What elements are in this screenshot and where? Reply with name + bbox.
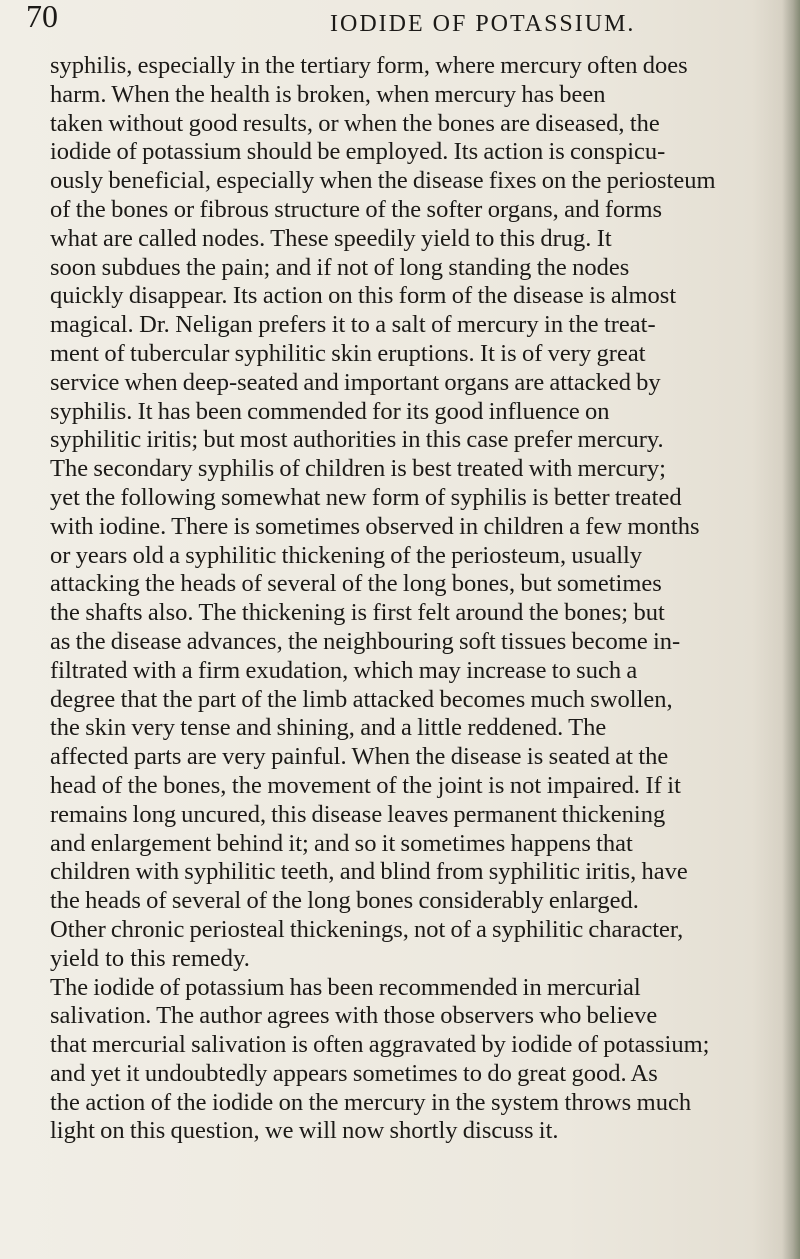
text-line: light on this question, we will now shortly discuss it. [50,1117,559,1145]
text-line: iodide of potassium should be employed. Its action is conspicu- [50,138,666,166]
text-line: syphilitic iritis; but most authorities in this case prefer mercury. [50,426,664,454]
text-line: with iodine. There is sometimes observed in children a few months [50,512,700,540]
text-line: The secondary syphilis of children is best treated with mercury; [50,455,666,483]
text-line: filtrated with a firm exudation, which may increase to such a [50,656,638,684]
text-line: the action of the iodide on the mercury in the system throws much [50,1088,692,1116]
text-line: children with syphilitic teeth, and blind from syphilitic iritis, have [50,858,688,886]
text-line: that mercurial salivation is often aggravated by iodide of potassium; [50,1031,710,1059]
text-line: syphilis. It has been commended for its good influence on [50,397,610,425]
running-head: IODIDE OF POTASSIUM. [330,11,636,37]
text-line: Other chronic periosteal thickenings, not of a syphilitic character, [50,915,684,943]
text-line: or years old a syphilitic thickening of the periosteum, usually [50,541,643,569]
paragraph-list [50,52,790,1146]
text-line: as the disease advances, the neighbouring soft tissues become in- [50,627,681,655]
text-line: the heads of several of the long bones considerably enlarged. [50,887,639,915]
text-line: affected parts are very painful. When the disease is seated at the [50,743,669,771]
text-line: salivation. The author agrees with those observers who believe [50,1002,658,1030]
text-line: The iodide of potassium has been recommended in mercurial [50,973,641,1001]
text-line: degree that the part of the limb attacked becomes much swollen, [50,685,673,713]
text-line: soon subdues the pain; and if not of long standing the nodes [50,253,630,281]
text-line: the skin very tense and shining, and a little reddened. The [50,714,607,742]
text-line: head of the bones, the movement of the joint is not impaired. If it [50,771,681,799]
text-line: and yet it undoubtedly appears sometimes to do great good. As [50,1059,658,1087]
body-text [50,52,790,1146]
text-line: of the bones or fibrous structure of the softer organs, and forms [50,195,663,223]
paragraph [50,916,790,974]
text-line: quickly disappear. Its action on this form of the disease is almost [50,282,677,310]
text-line: yield to this remedy. [50,944,250,972]
text-line: yet the following somewhat new form of syphilis is better treated [50,483,682,511]
text-line: what are called nodes. These speedily yield to this drug. It [50,224,612,252]
text-line: service when deep-seated and important organs are attacked by [50,368,661,396]
text-line: syphilis, especially in the tertiary form, where mercury often does [50,52,688,79]
text-line: taken without good results, or when the bones are diseased, the [50,109,660,137]
page-edge-shadow [782,0,800,1259]
page-number: 70 [26,0,58,34]
paragraph [50,974,790,1147]
text-line: remains long uncured, this disease leaves permanent thickening [50,800,666,828]
text-line: ment of tubercular syphilitic skin eruptions. It is of very great [50,339,646,367]
text-line: magical. Dr. Neligan prefers it to a salt of mercury in the treat- [50,311,656,339]
text-line: and enlargement behind it; and so it sometimes happens that [50,829,633,857]
text-line: attacking the heads of several of the long bones, but sometimes [50,570,662,598]
paragraph [50,52,790,916]
text-line: the shafts also. The thickening is first felt around the bones; but [50,599,665,627]
text-line: harm. When the health is broken, when mercury has been [50,80,606,108]
text-line: ously beneficial, especially when the disease fixes on the periosteum [50,167,716,195]
